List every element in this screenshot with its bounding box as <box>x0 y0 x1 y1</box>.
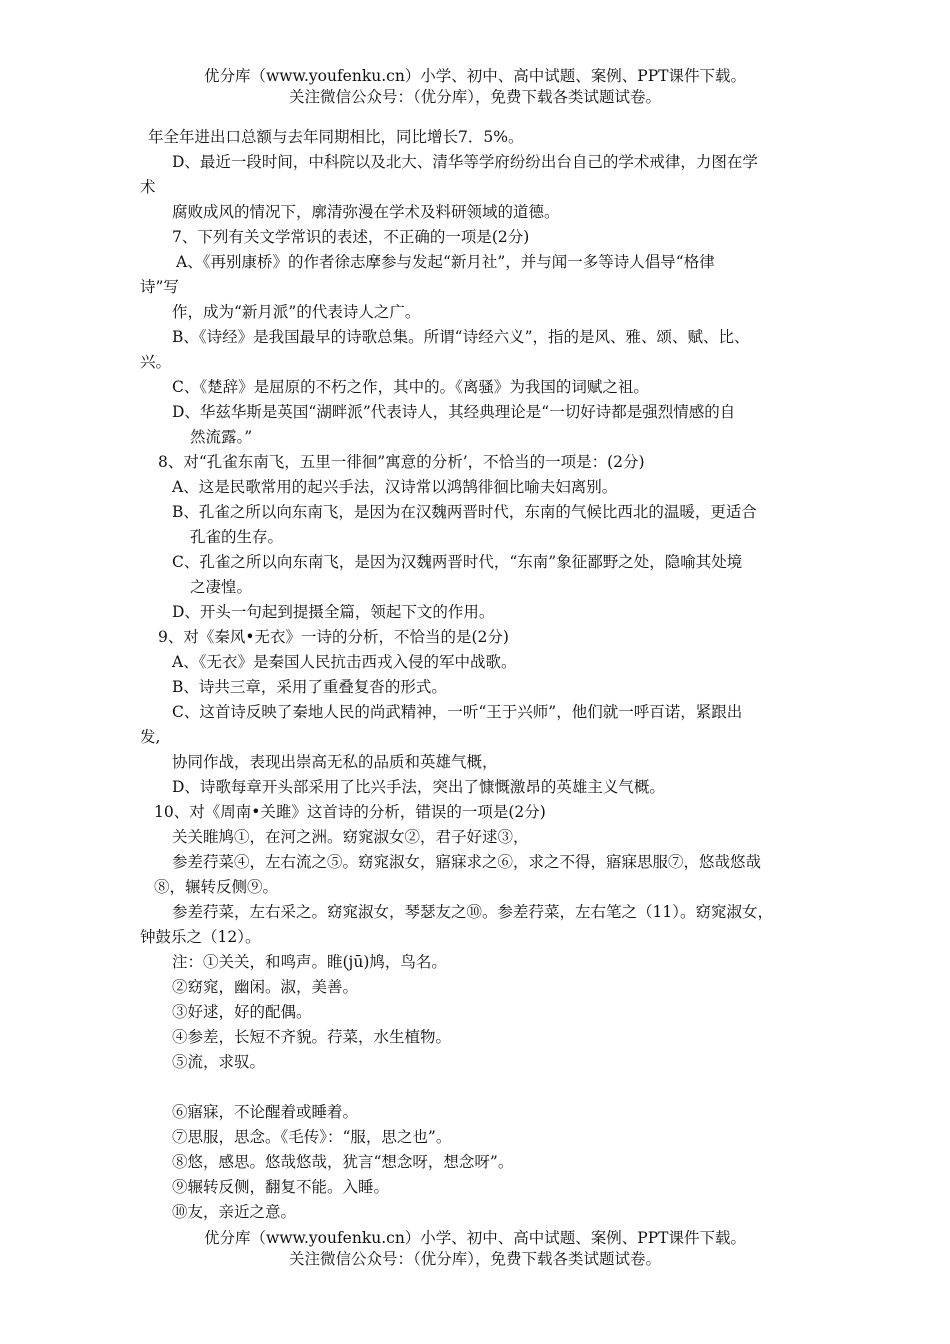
text-line: 然流露。” <box>190 428 253 446</box>
option-line: B、孔雀之所以向东南飞，是因为在汉魏两晋时代，东南的气候比西北的温暖，更适合 <box>172 503 757 521</box>
note-line: ⑦思服，思念。《毛传》：“服，思之也”。 <box>172 1128 452 1146</box>
note-line: ⑥寤寐，不论醒着或睡着。 <box>172 1103 359 1121</box>
question-7: 7、下列有关文学常识的表述，不正确的一项是(2分) <box>172 228 530 246</box>
page-footer <box>0 1228 950 1270</box>
text-line: D、最近一段时间，中科院以及北大、清华等学府纷纷出台自己的学术戒律，力图在学 <box>172 153 758 171</box>
option-line: D、华兹华斯是英国“湖畔派”代表诗人，其经典理论是“一切好诗都是强烈情感的自 <box>172 403 736 421</box>
poem-line: ⑧，辗转反侧⑨。 <box>154 878 279 896</box>
text-line: 孔雀的生存。 <box>190 528 284 546</box>
option-line: A、《再别康桥》的作者徐志摩参与发起“新月社”，并与闻一多等诗人倡导“格律 <box>176 253 715 271</box>
footer-line-2: 关注微信公众号：（优分库），免费下载各类试题试卷。 <box>288 1250 661 1268</box>
text-line: 腐败成风的情况下，廓清弥漫在学术及料研领域的道德。 <box>172 203 560 221</box>
page-header <box>0 66 950 108</box>
text-line: 兴。 <box>140 353 172 371</box>
poem-line: 关关睢鸠①，在河之洲。窈窕淑女②，君子好逑③， <box>172 828 529 846</box>
option-line: A、这是民歌常用的起兴手法，汉诗常以鸿鹄徘徊比喻夫妇离别。 <box>172 478 618 496</box>
note-line: ②窈窕，幽闲。淑，美善。 <box>172 978 359 996</box>
text-line: 术 <box>140 178 156 196</box>
question-10: 10、对《周南•关雎》这首诗的分析，错误的一项是(2分) <box>154 803 546 821</box>
option-line: A、《无衣》是秦国人民抗击西戎入侵的军中战歌。 <box>172 653 517 671</box>
header-line-1: 优分库（www.youfenku.cn）小学、初中、高中试题、案例、PPT课件下载。 <box>203 67 747 85</box>
poem-line: 钟鼓乐之（12）。 <box>140 928 261 946</box>
document-body <box>140 125 830 1225</box>
note-line: ⑧悠，感思。悠哉悠哉，犹言“想念呀，想念呀”。 <box>172 1153 514 1171</box>
poem-line: 参差荇菜④，左右流之⑤。窈窕淑女，寤寐求之⑥，求之不得，寤寐思服⑦，悠哉悠哉 <box>172 853 762 871</box>
note-line: ⑨辗转反侧，翻复不能。入睡。 <box>172 1178 390 1196</box>
option-line: C、这首诗反映了秦地人民的尚武精神，一听“王于兴师”，他们就一呼百诺，紧跟出 <box>172 703 743 721</box>
option-line: B、《诗经》是我国最早的诗歌总集。所谓“诗经六义”，指的是风、雅、颂、赋、比、 <box>172 328 750 346</box>
text-line: 年全年进出口总额与去年同期相比，同比增长7．5%。 <box>148 128 524 146</box>
header-line-2: 关注微信公众号：（优分库），免费下载各类试题试卷。 <box>288 88 661 106</box>
note-line: ④参差，长短不齐貌。荇菜，水生植物。 <box>172 1028 452 1046</box>
option-line: C、孔雀之所以向东南飞，是因为汉魏两晋时代，“东南”象征鄙野之处，隐喻其处境 <box>172 553 743 571</box>
question-9: 9、对《秦风•无衣》一诗的分析，不恰当的是(2分) <box>158 628 509 646</box>
option-line: D、诗歌每章开头部采用了比兴手法，突出了慷慨激昂的英雄主义气概。 <box>172 778 665 796</box>
blank-line <box>140 1075 830 1100</box>
note-line: ⑤流，求驭。 <box>172 1053 266 1071</box>
option-line: C、《楚辞》是屈原的不朽之作，其中的。《离骚》为我国的词赋之祖。 <box>172 378 649 396</box>
note-line: 注：①关关，和鸣声。睢(jū)鸠，鸟名。 <box>172 953 447 971</box>
text-line: 协同作战，表现出崇高无私的品质和英雄气概， <box>172 753 498 771</box>
question-8: 8、对“孔雀东南飞，五里一徘徊”寓意的分析’，不恰当的一项是：(2分) <box>158 453 645 471</box>
text-line: 发, <box>140 728 161 746</box>
option-line: D、开头一句起到提摄全篇，领起下文的作用。 <box>172 603 495 621</box>
text-line: 之凄惶。 <box>190 578 253 596</box>
note-line: ⑩友，亲近之意。 <box>172 1203 297 1221</box>
text-line: 作，成为“新月派”的代表诗人之广。 <box>172 303 421 321</box>
note-line: ③好逑，好的配偶。 <box>172 1003 312 1021</box>
poem-line: 参差荇菜，左右采之。窈窕淑女，琴瑟友之⑩。参差荇菜，左右笔之（11）。窈窕淑女， <box>172 903 773 921</box>
footer-line-1: 优分库（www.youfenku.cn）小学、初中、高中试题、案例、PPT课件下载。 <box>203 1229 747 1247</box>
text-line: 诗”写 <box>140 278 179 296</box>
option-line: B、诗共三章，采用了重叠复沓的形式。 <box>172 678 447 696</box>
